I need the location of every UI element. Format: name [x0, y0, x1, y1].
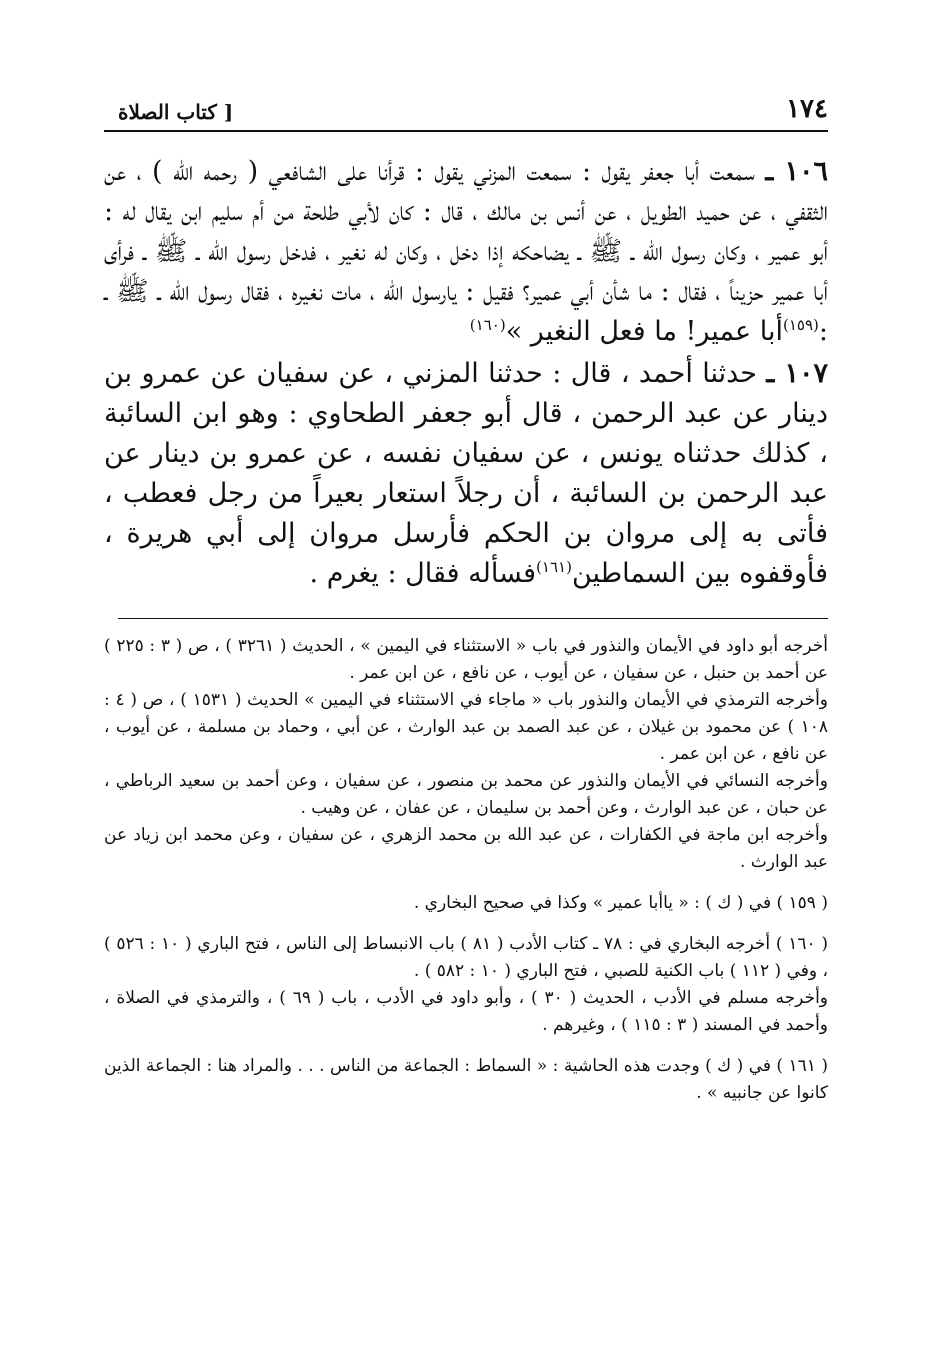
footnote-separator — [118, 618, 828, 619]
footnote-159: ( ١٥٩ ) في ( ك ) : « ياأبا عمير » وكذا في صحيح البخاري . — [413, 893, 828, 913]
footnote-160: ( ١٦٠ ) أخرجه البخاري في : ٧٨ ـ كتاب الأدب ( ٨١ ) باب الانبساط إلى الناس ، فتح الباري ( ١٠ : ٥٢٦ ) ، وفي ( ١١٢ ) باب الكنية للصبي ، فتح الباري ( ١٠ : ٥٨٢ ) . — [104, 934, 828, 981]
running-title: [ كتاب الصلاة — [118, 100, 234, 124]
main-text — [104, 152, 828, 594]
footnote-ref-160: (١٦٠) — [469, 316, 506, 334]
footnote-ref-161: (١٦١) — [536, 558, 572, 576]
footnote-160-cont: وأخرجه مسلم في الأدب ، الحديث ( ٣٠ ) ، وأبو داود في الأدب ، باب ( ٦٩ ) ، والترمذي في الصلاة ، وأحمد في المسند ( ٣ : ١١٥ ) ، وغيرهم . — [104, 988, 829, 1035]
hadith-text: أبا عمير! ما فعل النغير » — [505, 316, 783, 347]
takhrij-nasai: وأخرجه النسائي في الأيمان والنذور عن محمد بن منصور ، عن سفيان ، وعن أحمد بن سعيد الرباطي ، عن حبان ، عن عبد الوارث ، وعن أحمد بن سليمان ، عن عفان ، عن وهيب . — [104, 771, 828, 818]
hadith-106 — [104, 152, 828, 352]
footnote-161: ( ١٦١ ) في ( ك ) وجدت هذه الحاشية : « السماط : الجماعة من الناس . . . والمراد هنا : الجماعة الذين كانوا عن جانبيه » . — [104, 1056, 828, 1103]
page-header — [104, 86, 828, 132]
hadith-text: حدثنا أحمد ، قال : حدثنا المزني ، عن سفيان عن عمرو بن دينار عن عبد الرحمن ، قال أبو جعفر الطحاوي : وهو ابن السائبة ، كذلك حدثناه يونس ، عن سفيان نفسه ، عن عمرو بن دينار عن عبد الرحمن بن السائبة ، أن رجلاً استعار بعيراً من رجل فعطب ، فأتى به إلى مروان بن الحكم فأرسل مروان إلى أبي هريرة ، فأوقفوه بين السماطين — [104, 358, 828, 589]
takhrij-abu-dawud: أخرجه أبو داود في الأيمان والنذور في باب « الاستثناء في اليمين » ، الحديث ( ٣٢٦١ ) ، ص ( ٣ : ٢٢٥ ) عن أحمد بن حنبل ، عن سفيان ، عن أيوب ، عن نافع ، عن ابن عمر . — [104, 636, 828, 683]
hadith-number: ١٠٧ ـ — [766, 358, 828, 389]
hadith-number: ١٠٦ ـ — [765, 156, 829, 187]
footnotes — [104, 633, 828, 1107]
hadith-text: سمعت أبا جعفر يقول : سمعت المزني يقول : قرأنا على الشافعي ( رحمه الله ) ، عن الثقفي ، عن حميد الطويل ، عن أنس بن مالك ، قال : كان لأبي طلحة من أم سليم ابن يقال له : أبو عمير ، وكان رسول الله ـ ﷺ ـ يضاحكه إذا دخل ، وكان له نغير ، فدخل رسول الله ـ ﷺ ـ فرأى أبا عمير حزيناً ، فقال : ما شأن أبي عمير؟ فقيل : يارسول الله ، مات نغيره ، فقال رسول الله ـ ﷺ ـ : — [104, 156, 828, 347]
takhrij-tirmidhi: وأخرجه الترمذي في الأيمان والنذور باب « ماجاء في الاستثناء في اليمين » الحديث ( ١٥٣١ ) ، ص ( ٤ : ١٠٨ ) عن محمود بن غيلان ، عن عبد الصمد بن عبد الوارث ، عن أبي ، وحماد بن مسلمة ، عن أيوب ، عن نافع ، عن ابن عمر . — [104, 690, 829, 764]
takhrij-ibn-majah: وأخرجه ابن ماجة في الكفارات ، عن عبد الله بن محمد الزهري ، عن سفيان ، وعن محمد ابن زياد عن عبد الوارث . — [104, 825, 828, 872]
hadith-107 — [104, 354, 828, 594]
page-number: ١٧٤ — [786, 94, 828, 124]
hadith-text: فسأله فقال : يغرم . — [309, 558, 537, 589]
footnote-ref-159: (١٥٩) — [783, 316, 819, 334]
